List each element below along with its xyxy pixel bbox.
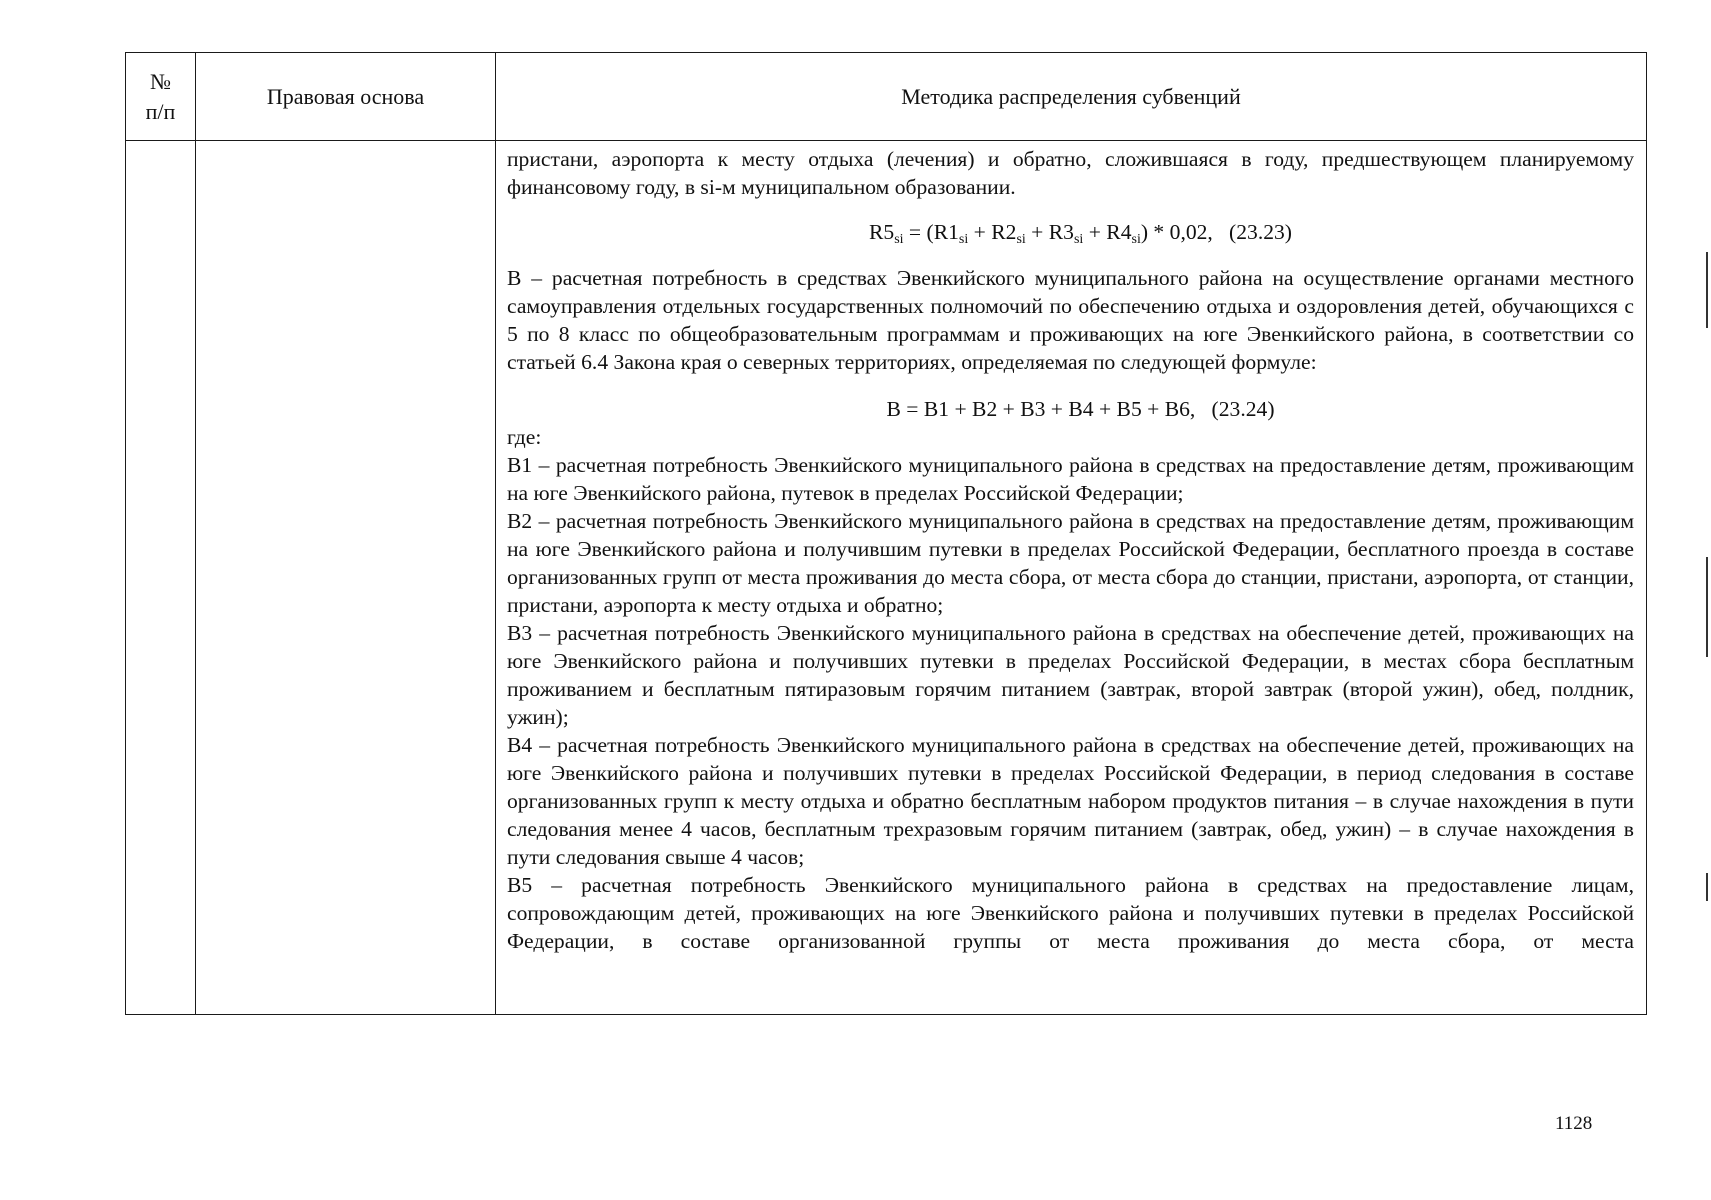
header-num-line2: п/п bbox=[145, 98, 176, 124]
cell-legal-basis bbox=[196, 141, 496, 1015]
cell-num bbox=[126, 141, 196, 1015]
formula-23-24-number: (23.24) bbox=[1211, 397, 1275, 421]
header-num-line1: № bbox=[150, 68, 171, 94]
header-method: Методика распределения субвенций bbox=[496, 53, 1647, 141]
b4-paragraph: В4 – расчетная потребность Эвенкийского муниципального района в средствах на обеспечение детей, проживающих на юге Эвенкийского района и получивших путевки в пределах Российской Федерации, в период следования в составе организованных групп к месту отдыха и обратно бесплатным набором продуктов питания – в случае нахождения в пути следования менее 4 часов, бесплатным трехразовым горячим питанием (завтрак, обед, ужин) – в случае нахождения в пути следования свыше 4 часов; bbox=[507, 733, 1634, 869]
scan-mark bbox=[1706, 252, 1708, 328]
formula-23-23: $R5_{si} = (R1_{si} + R2_{si} + R3_{si} + R4_{si}) * 0,02$, (23.23) bbox=[868, 220, 1292, 247]
header-legal-basis: Правовая основа bbox=[196, 53, 496, 141]
continuation-paragraph: пристани, аэропорта к месту отдыха (лечения) и обратно, сложившаяся в году, предшествующем планируемому финансовому году, в si-м муниципальном образовании. bbox=[507, 147, 1634, 199]
page-number: 1128 bbox=[1555, 1113, 1593, 1134]
header-num bbox=[126, 53, 196, 141]
table-header-row bbox=[126, 53, 1647, 141]
b-definition-paragraph: В – расчетная потребность в средствах Эвенкийского муниципального района на осуществление органами местного самоуправления отдельных государственных полномочий по обеспечению отдыха и оздоровления детей, обучающихся с 5 по 8 класс по общеобразовательным программам и проживающих на юге Эвенкийского района, в соответствии со статьей 6.4 Закона края о северных территориях, определяемая по следующей формуле: bbox=[507, 266, 1634, 374]
formula-23-24: В = В1 + В2 + В3 + В4 + В5 + В6, (23.24) bbox=[886, 397, 1275, 421]
scan-mark bbox=[1706, 873, 1708, 901]
b1-paragraph: В1 – расчетная потребность Эвенкийского муниципального района в средствах на предоставление детям, проживающим на юге Эвенкийского района, путевок в пределах Российской Федерации; bbox=[507, 453, 1634, 505]
where-label: где: bbox=[507, 425, 542, 449]
subvention-table bbox=[125, 52, 1647, 1015]
formula-23-23-number: (23.23) bbox=[1229, 220, 1292, 244]
b2-paragraph: В2 – расчетная потребность Эвенкийского муниципального района в средствах на предоставление детям, проживающим на юге Эвенкийского района и получившим путевки в пределах Российской Федерации, бесплатного проезда в составе организованных групп от места проживания до места сбора, от места сбора до станции, пристани, аэропорта, от станции, пристани, аэропорта к месту отдыха и обратно; bbox=[507, 509, 1634, 617]
cell-method bbox=[496, 141, 1647, 1015]
scan-mark bbox=[1706, 557, 1708, 657]
b3-paragraph: В3 – расчетная потребность Эвенкийского муниципального района в средствах на обеспечение детей, проживающих на юге Эвенкийского района и получивших путевки в пределах Российской Федерации, в местах сбора бесплатным проживанием и бесплатным пятиразовым горячим питанием (завтрак, второй завтрак (второй ужин), обед, полдник, ужин); bbox=[507, 621, 1634, 729]
b5-paragraph: В5 – расчетная потребность Эвенкийского муниципального района в средствах на предоставление лицам, сопровождающим детей, проживающих на юге Эвенкийского района и получивших путевки в пределах Российской Федерации, в составе организованной группы от места проживания до места сбора, от места bbox=[507, 873, 1634, 953]
table-row bbox=[126, 141, 1647, 1015]
